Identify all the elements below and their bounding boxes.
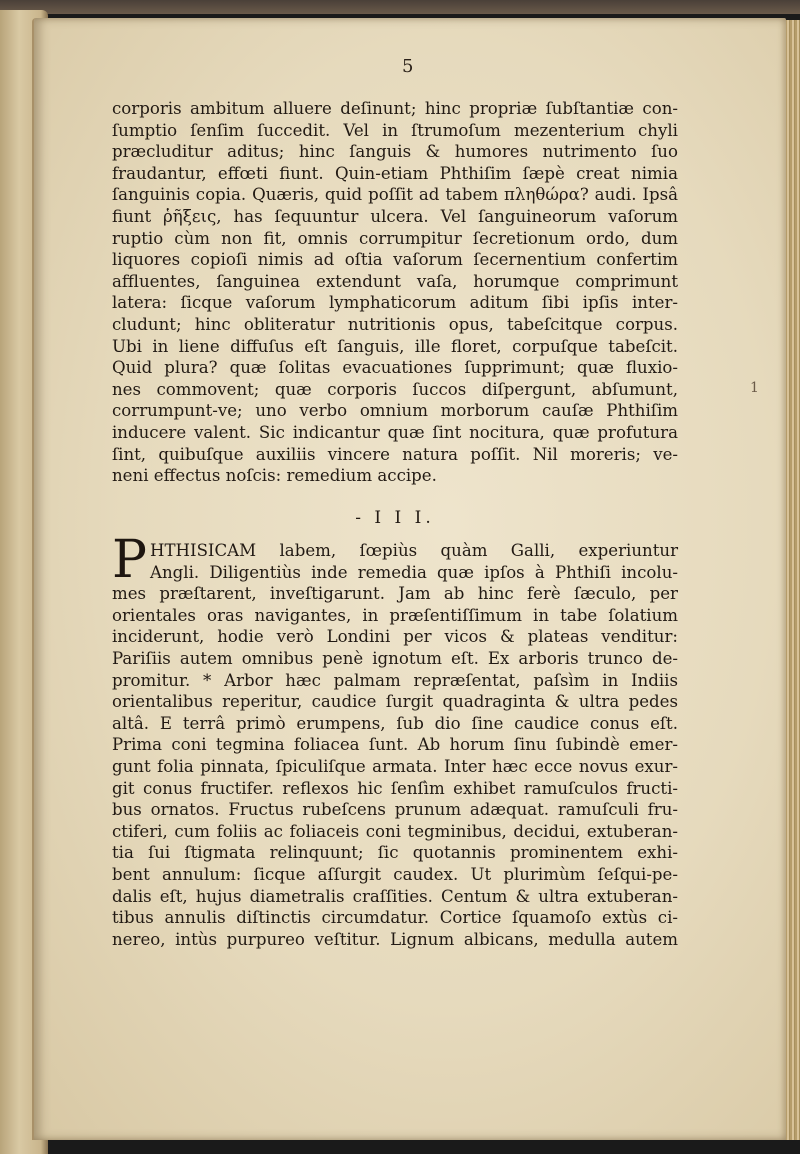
text-line: dalis eſt, hujus diametralis craſſities. Centum & ultra extuberan-	[112, 886, 678, 906]
text-line: corrumpunt-ve; uno verbo omnium morborum cauſæ Phthiſim	[112, 401, 678, 421]
text-line: git conus fructifer. reflexos hic ſenſìm exhibet ramuſculos fructi-	[112, 778, 678, 798]
paragraph-1	[112, 98, 678, 487]
text-line: orientalibus reperitur, caudice ſurgit quadraginta & ultra pedes	[112, 692, 678, 712]
text-line: Angli. Diligentiùs inde remedia quæ ipſos à Phthiſi incolu-	[150, 562, 678, 582]
text-line: latera: ſicque vaſorum lymphaticorum aditum ſibi ipſis inter-	[112, 293, 678, 313]
text-line: altâ. E terrâ primò erumpens, ſub dio ſine caudice conus eſt.	[112, 713, 678, 733]
text-line: Prima coni tegmina foliacea ſunt. Ab horum ſinu ſubindè emer-	[112, 735, 678, 755]
text-line: ſint, quibuſque auxiliis vincere natura poſſit. Nil moreris; ve-	[112, 444, 678, 464]
text-line: fraudantur, effœti fiunt. Quin-etiam Phthiſim ſæpè creat nimia	[112, 163, 678, 183]
text-line: liquores copioſi nimis ad oſtia vaſorum ſecernentium confertim	[112, 250, 678, 270]
text-line: inducere valent. Sic indicantur quæ ſint nocitura, quæ profutura	[112, 422, 678, 442]
drop-cap: P	[112, 530, 147, 590]
text-line: promitur. * Arbor hæc palmam repræſentat, paſsìm in Indiis	[112, 670, 678, 690]
text-line: mes præſtarent, inveſtigarunt. Jam ab hinc ferè ſæculo, per	[112, 584, 678, 604]
text-line: ſumptio ſenſim ſuccedit. Vel in ſtrumoſum mezenterium chyli	[112, 120, 678, 140]
text-line: bent annulum: ſicque aſſurgit caudex. Ut plurimùm ſeſqui-pe-	[112, 864, 678, 884]
text-line: ctiferi, cum foliis ac foliaceis coni tegminibus, decidui, extuberan-	[112, 821, 678, 841]
text-line: gunt folia pinnata, ſpiculiſque armata. Inter hæc ecce novus exur-	[112, 756, 678, 776]
section-heading: - I I I.	[355, 508, 435, 528]
margin-mark: 1	[750, 380, 759, 396]
book-page	[32, 18, 786, 1140]
text-line: HTHISICAM labem, ſœpiùs quàm Galli, experiuntur	[150, 541, 678, 560]
text-line: orientales oras navigantes, in præſentiſſimum in tabe ſolatium	[112, 605, 678, 625]
text-line: fiunt ῥῆξεις, has ſequuntur ulcera. Vel ſanguineorum vaſorum	[112, 206, 678, 226]
text-line: cludunt; hinc obliteratur nutritionis opus, tabeſcitque corpus.	[112, 314, 678, 334]
text-line: nes commovent; quæ corporis ſuccos diſpergunt, abſumunt,	[112, 379, 678, 399]
page-number: 5	[402, 56, 414, 77]
text-line: bus ornatos. Fructus rubeſcens prunum adæquat. ramuſculi fru-	[112, 800, 678, 820]
text-line: ruptio cùm non fit, omnis corrumpitur ſecretionum ordo, dum	[112, 228, 678, 248]
text-line: ſanguinis copia. Quæris, quid poſſit ad tabem πληθώρα? audi. Ipsâ	[112, 185, 678, 205]
text-line: Ubi in liene diffuſus eſt ſanguis, ille floret, corpuſque tabeſcit.	[112, 336, 678, 356]
text-line: nereo, intùs purpureo veſtitur. Lignum albicans, medulla autem	[112, 929, 678, 949]
text-line: præcluditur aditus; hinc ſanguis & humores nutrimento ſuo	[112, 142, 678, 162]
text-line: affluentes, ſanguinea extendunt vaſa, horumque comprimunt	[112, 271, 678, 291]
text-line: tibus annulis diſtinctis circumdatur. Cortice ſquamoſo extùs ci-	[112, 908, 678, 928]
text-line: Quid plura? quæ ſolitas evacuationes ſupprimunt; quæ fluxio-	[112, 358, 678, 378]
text-line: inciderunt, hodie verò Londini per vicos & plateas venditur:	[112, 627, 678, 647]
text-line: corporis ambitum alluere deſinunt; hinc propriæ ſubſtantiæ con-	[112, 99, 678, 118]
text-line: neni effectus noſcis: remedium accipe.	[112, 466, 437, 486]
scanner-background	[0, 0, 800, 14]
paragraph-2	[112, 530, 678, 950]
text-line: Pariſiis autem omnibus penè ignotum eſt. Ex arboris trunco de-	[112, 648, 678, 668]
text-line: tia ſui ſtigmata relinquunt; ſic quotannis prominentem exhi-	[112, 843, 678, 863]
